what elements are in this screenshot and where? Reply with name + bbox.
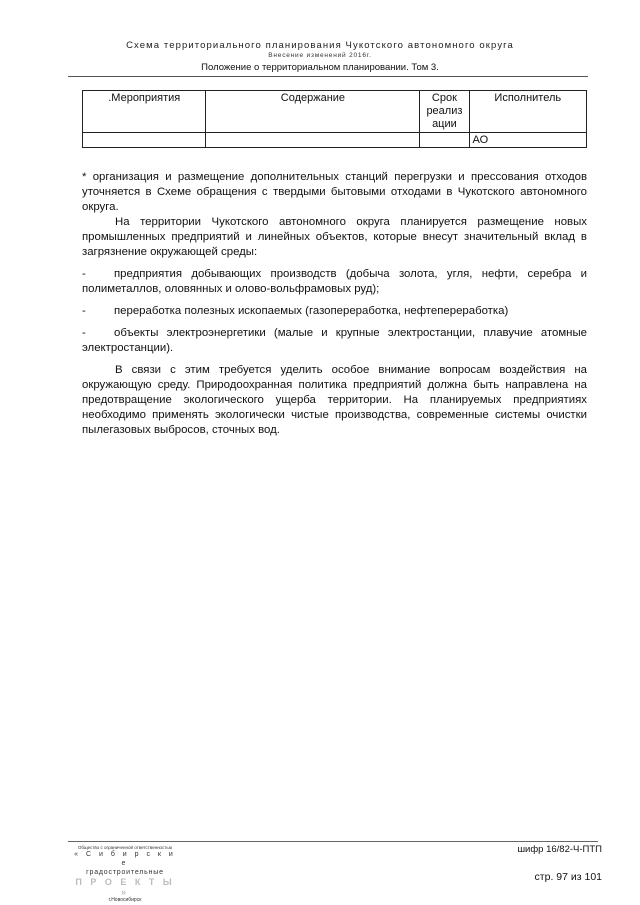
list-item-text: объекты электроэнергетики (малые и крупные электростанции, плавучие атомные электростанции). <box>82 327 587 354</box>
footnote-paragraph: * организация и размещение дополнительных станций перегрузки и прессования отходов уточняется в Схеме обращения с твердыми бытовыми отходами в Чукотского автономного округа. <box>82 171 587 213</box>
logo-line: г.Новосибирск <box>108 897 142 903</box>
table-row <box>83 133 587 148</box>
header-subtitle: Внесение изменений 2016г. <box>268 52 372 59</box>
logo-line: « С и б и р с к и е <box>74 851 176 867</box>
table-cell <box>420 133 469 148</box>
list-item: - объекты электроэнергетики (малые и крупные электростанции, плавучие атомные электростанции). <box>82 327 587 354</box>
company-logo <box>70 845 180 904</box>
list-item-text: переработка полезных ископаемых (газопереработка, нефтепереработка) <box>114 305 509 317</box>
column-header-term: Срок реализ ации <box>420 91 469 133</box>
header-title: Схема территориального планирования Чукотского автономного округа <box>126 40 514 51</box>
measures-table <box>82 90 587 148</box>
footer-divider <box>68 841 598 842</box>
table-cell <box>83 133 206 148</box>
table-cell-executor: АО <box>469 133 586 148</box>
column-header-measures: .Мероприятия <box>83 91 206 133</box>
column-header-content: Содержание <box>206 91 420 133</box>
document-body <box>82 170 587 438</box>
paragraph-intro: На территории Чукотского автономного округа планируется размещение новых промышленных предприятий и линейных объектов, которые внесут значительный вклад в загрязнение окружающей среды: <box>82 216 587 258</box>
list-item: - переработка полезных ископаемых (газопереработка, нефтепереработка) <box>82 305 509 317</box>
document-cipher: шифр 16/82-Ч-ПТП <box>517 844 602 855</box>
table-cell <box>206 133 420 148</box>
logo-line: Общество с ограниченной ответственностью <box>77 845 173 850</box>
list-item: - предприятия добывающих производств (добыча золота, угля, нефти, серебра и полиметаллов, оловянных и олово-вольфрамовых руд); <box>82 268 587 295</box>
header-divider <box>68 76 588 77</box>
page-number: стр. 97 из 101 <box>534 871 602 883</box>
header-volume: Положение о территориальном планировании. Том 3. <box>201 62 439 73</box>
logo-line: градостроительные <box>86 869 164 876</box>
table-header-row <box>83 91 587 133</box>
list-item-text: предприятия добывающих производств (добыча золота, угля, нефти, серебра и полиметаллов, оловянных и олово-вольфрамовых руд); <box>82 268 587 295</box>
column-header-executor: Исполнитель <box>469 91 586 133</box>
paragraph-conclusion: В связи с этим требуется уделить особое внимание вопросам воздействия на окружающую среду. Природоохранная политика предприятий должна быть направлена на предотвращение экологического ущерба территории. На планируемых предприятиях необходимо применять экологически чистые производства, современные системы очистки пылегазовых выбросов, сточных вод. <box>82 364 587 436</box>
logo-line: П Р О Е К Т Ы » <box>75 877 175 897</box>
